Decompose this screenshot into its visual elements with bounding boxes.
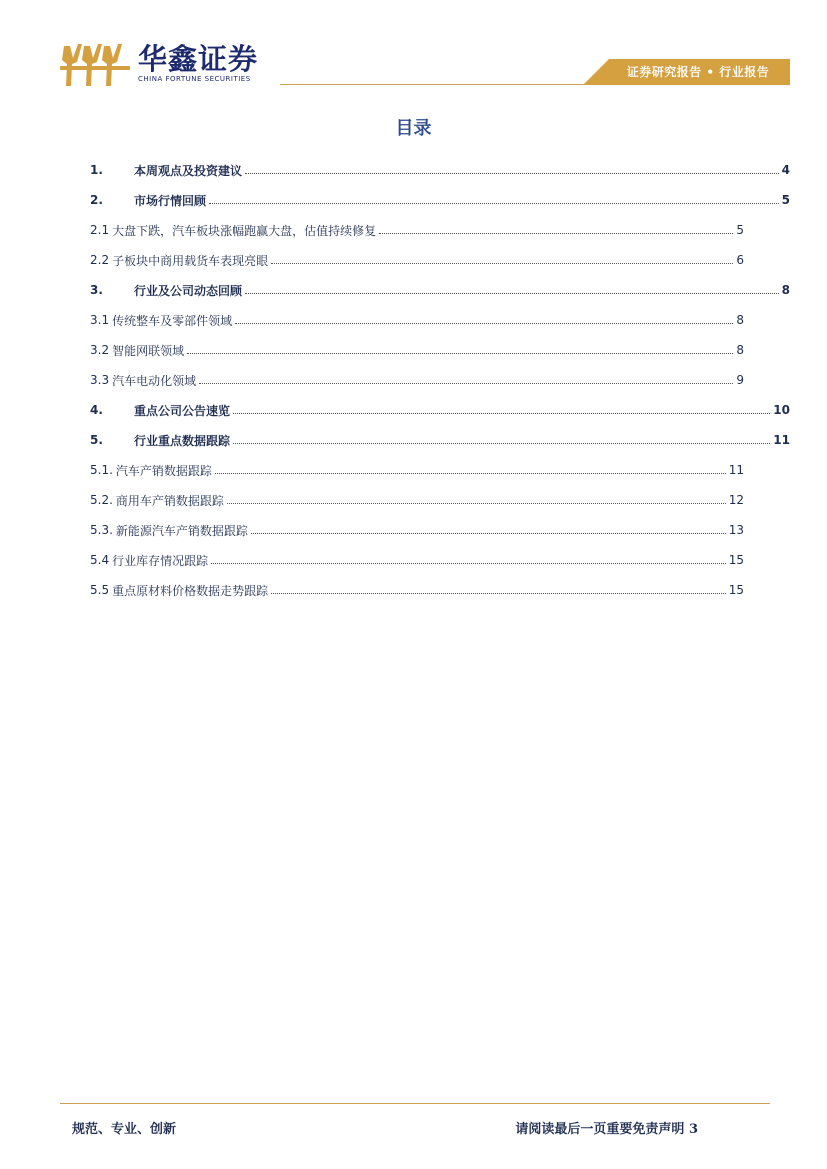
toc-entry-label: 智能网联领域 [112,343,185,358]
toc-entry-label: 汽车产销数据跟踪 [115,463,212,478]
toc-entry-label: 行业及公司动态回顾 [134,283,243,298]
toc-dot-leader [245,293,779,294]
toc-entry-number: 5.1. [90,463,113,477]
toc-entry-page: 10 [773,403,790,417]
toc-entry[interactable] [90,455,744,485]
toc-entry[interactable] [90,365,744,395]
toc-entry-label: 行业库存情况跟踪 [112,553,209,568]
toc-entry-page: 12 [728,493,744,507]
toc-entry[interactable] [90,155,790,185]
toc-entry-page: 5 [781,193,790,207]
toc-entry-number: 5.5 [90,583,110,597]
toc-entry-number: 3.1 [90,313,110,327]
toc-entry-page: 9 [736,373,744,387]
toc-entry[interactable] [90,395,790,425]
toc-entry[interactable] [90,215,744,245]
toc-entry[interactable] [90,275,790,305]
toc-entry-number: 3.3 [90,373,110,387]
toc-entry-label: 汽车电动化领域 [112,373,197,388]
toc-dot-leader [233,413,770,414]
toc-entry[interactable] [90,485,744,515]
toc-dot-leader [271,263,733,264]
toc-dot-leader [215,473,726,474]
toc-entry-number: 3.2 [90,343,110,357]
toc-entry-number: 5.3. [90,523,113,537]
toc-entry-number: 1. [90,163,103,177]
logo-mark-icon [60,42,132,86]
company-logo [60,42,258,86]
report-type-tag [583,59,790,85]
footer-slogan: 规范、专业、创新 [72,1122,177,1137]
toc-dot-leader [209,203,779,204]
toc-entry[interactable] [90,335,744,365]
toc-entry[interactable] [90,245,744,275]
toc-entry-page: 5 [736,223,744,237]
report-type-label: 证券研究报告 • 行业报告 [626,65,770,79]
toc-entry-page: 15 [728,553,744,567]
toc-dot-leader [199,383,733,384]
toc-entry-number: 2.2 [90,253,110,267]
toc-entry-label: 传统整车及零部件领域 [112,313,233,328]
toc-entry-number: 5.4 [90,553,110,567]
toc-entry-label: 新能源汽车产销数据跟踪 [115,523,248,538]
toc-entry-number: 4. [90,403,103,417]
toc-entry-page: 13 [728,523,744,537]
toc-entry-page: 8 [736,313,744,327]
toc-dot-leader [245,173,779,174]
toc-dot-leader [379,233,733,234]
toc-entry-number: 5.2. [90,493,113,507]
toc-entry[interactable] [90,515,744,545]
logo-english-name: CHINA FORTUNE SECURITIES [138,75,251,83]
toc-entry-label: 市场行情回顾 [134,193,207,208]
toc-title: 目录 [395,118,432,139]
toc-dot-leader [187,353,733,354]
toc-entry-number: 2.1 [90,223,110,237]
toc-entry-page: 6 [736,253,744,267]
table-of-contents [90,155,790,605]
toc-entry-label: 本周观点及投资建议 [134,163,243,178]
toc-entry-page: 15 [728,583,744,597]
toc-entry-page: 8 [781,283,790,297]
toc-entry-label: 重点公司公告速览 [134,403,231,418]
toc-entry-number: 5. [90,433,103,447]
toc-dot-leader [251,533,726,534]
toc-entry[interactable] [90,575,744,605]
toc-entry-page: 8 [736,343,744,357]
toc-dot-leader [227,503,726,504]
toc-entry[interactable] [90,425,790,455]
toc-entry-label: 大盘下跌，汽车板块涨幅跑赢大盘，估值持续修复 [112,223,377,238]
toc-dot-leader [271,593,726,594]
toc-entry-number: 2. [90,193,103,207]
toc-entry[interactable] [90,185,790,215]
toc-entry-number: 3. [90,283,103,297]
toc-entry-label: 重点原材料价格数据走势跟踪 [112,583,269,598]
toc-entry-label: 商用车产销数据跟踪 [115,493,224,508]
toc-dot-leader [235,323,733,324]
toc-dot-leader [233,443,770,444]
toc-dot-leader [211,563,726,564]
footer-divider [60,1103,770,1104]
footer-disclaimer-page: 请阅读最后一页重要免责声明 3 [515,1122,698,1137]
toc-entry-page: 4 [781,163,790,177]
toc-entry-page: 11 [773,433,790,447]
toc-entry[interactable] [90,305,744,335]
toc-entry-label: 行业重点数据跟踪 [134,433,231,448]
toc-entry-page: 11 [728,463,744,477]
logo-chinese-name: 华鑫证券 [138,42,259,76]
toc-entry-label: 子板块中商用载货车表现亮眼 [112,253,269,268]
toc-entry[interactable] [90,545,744,575]
